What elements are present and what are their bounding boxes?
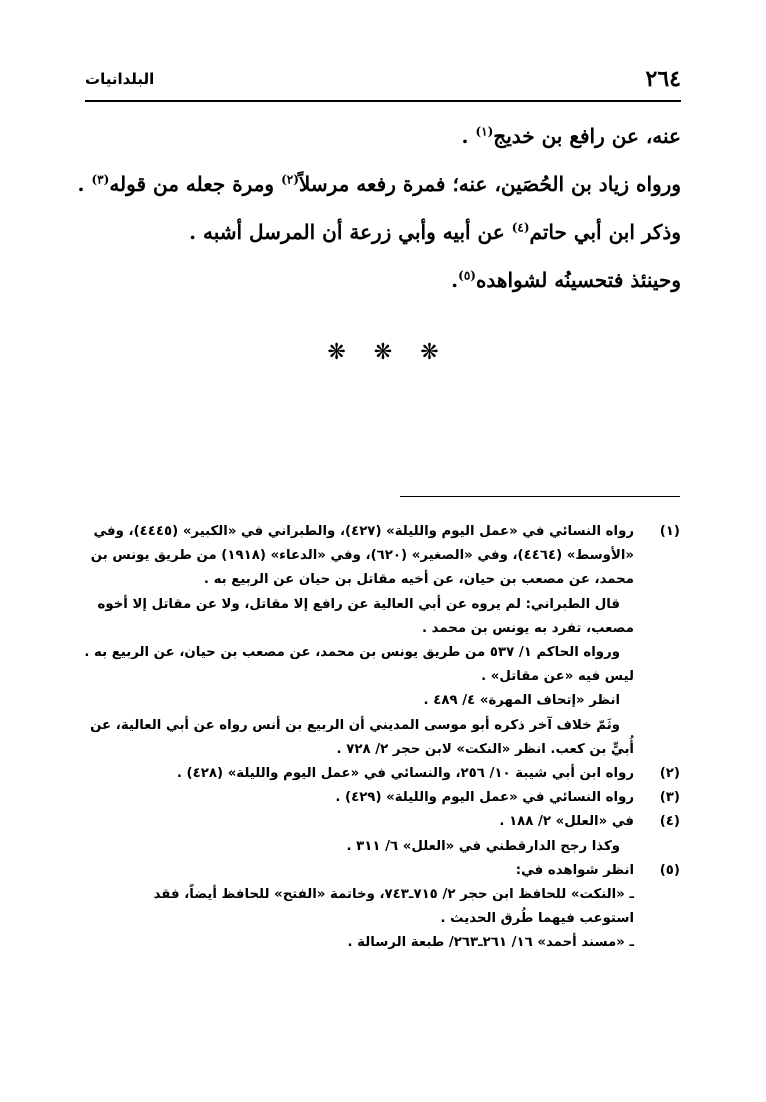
page-header [85,64,681,94]
footnote-line: استوعب فيهما طُرق الحديث . [440,911,634,927]
footnote-number: (٢) [659,766,680,782]
footnote-line: وثَمّ خلاف آخر ذكره أبو موسى المديني أن الربيع بن أنس رواه عن أبي العالية، عن [90,717,620,733]
footnote-ref[interactable]: (٤) [511,220,530,235]
footnote-rule [400,496,680,497]
running-title: البلدانيات [85,70,155,88]
footnote-line: ورواه الحاكم ١/ ٥٣٧ من طريق يونس بن محمد، عن مصعب بن حيان، عن الربيع به . [84,645,620,661]
footnote-body [90,859,634,956]
footnote-line: ليس فيه «عن مقاتل» . [481,669,634,685]
footnote-line: قال الطبراني: لم يروه عن أبي العالية عن رافع إلا مقاتل، ولا عن مقاتل إلا أخوه [97,596,620,612]
footnote-ref[interactable]: (١) [475,124,494,139]
footnote-body [90,786,634,810]
footnote-number: (٥) [659,862,680,878]
footnote-line: في «العلل» ٢/ ١٨٨ . [499,814,634,830]
footnote-ref[interactable]: (٢) [281,172,299,187]
footnote-body [84,520,634,762]
footnote-number: (١) [659,524,680,539]
footnote-line: ـ «النكت» للحافظ ابن حجر ٢/ ٧١٥ـ٧٤٣، وخاتمة «الفتح» للحافظ أيضاً، فقد [153,887,634,903]
asterism-ornament: ❋ [373,340,393,365]
footnote-line: أُبيٍّ بن كعب. انظر «النكت» لابن حجر ٢/ ٧٢٨ . [336,741,634,757]
footnote-number: (٤) [659,814,680,830]
footnote-line: مصعب، تفرد به يونس بن محمد . [422,620,634,636]
footnote-5 [90,859,680,956]
footnote-line: «الأوسط» (٤٤٦٤)، وفي «الصغير» (٦٢٠)، وفي «الدعاء» (١٩١٨) من طريق يونس بن [90,548,634,564]
footnote-line: انظر «إتحاف المهرة» ٤/ ٤٨٩ . [423,693,620,709]
footnote-line: انظر شواهده في: [515,862,634,878]
footnote-body [90,762,634,786]
footnote-body [90,810,634,858]
footnote-line: رواه النسائي في «عمل اليوم والليلة» (٤٢٩) . [335,790,634,806]
header-rule [85,100,681,102]
footnote-3 [90,786,680,810]
footnotes [84,520,680,956]
section-separator [0,340,766,365]
body-line: ورواه زياد بن الحُصَين، عنه؛ فمرة رفعه مرسلاً$^{(٢)}$ ومرة جعله من قوله$^{(٣)}$ . [77,172,681,196]
footnote-ref[interactable]: (٥) [458,268,476,283]
footnote-line: محمد، عن مصعب بن حيان، عن أخيه مقاتل بن حيان عن الربيع به . [203,572,634,588]
footnote-number: (٣) [659,790,680,806]
asterism-ornament: ❋ [420,340,439,365]
body-line: وذكر ابن أبي حاتم$^{(٤)}$ عن أبيه وأبي زرعة أن المرسل أشبه . [189,220,681,244]
main-text [77,112,681,304]
footnote-2 [90,762,680,786]
body-line: عنه، عن رافع بن خديج$^{(١)}$ . [461,124,681,148]
footnote-1 [84,520,680,762]
footnote-line: رواه ابن أبي شيبة ١٠/ ٢٥٦، والنسائي في «عمل اليوم والليلة» (٤٢٨) . [176,766,634,782]
footnote-line: رواه النسائي في «عمل اليوم والليلة» (٤٢٧)، والطبراني في «الكبير» (٤٤٤٥)، وفي [93,524,634,539]
footnote-ref[interactable]: (٣) [91,172,110,187]
footnote-line: وكذا رجح الدارقطني في «العلل» ٦/ ٣١١ . [346,838,620,854]
asterism-ornament: ❋ [327,340,346,365]
body-line: وحينئذ فتحسينُه لشواهده$^{(٥)}$. [451,268,681,292]
footnote-4 [90,810,680,858]
footnote-line: ـ «مسند أحمد» ١٦/ ٢٦١ـ٢٦٣/ طبعة الرسالة . [347,935,634,951]
page-number: ٢٦٤ [645,66,681,92]
